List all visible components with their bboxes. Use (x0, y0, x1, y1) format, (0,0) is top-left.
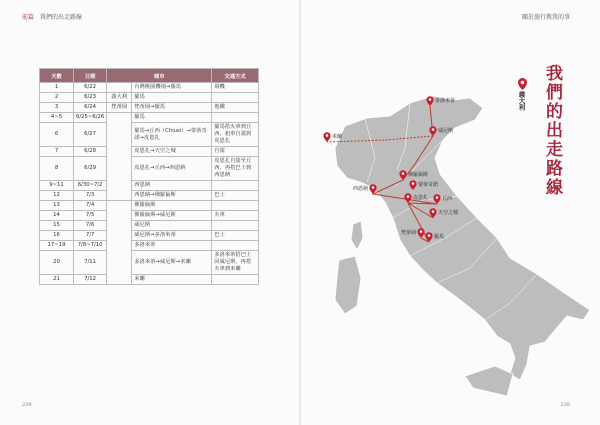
cell-date: 6/25~6/26 (74, 113, 107, 123)
map-title: 我們的出走路線 (542, 64, 562, 197)
cell-route: 西恩納 (132, 181, 212, 191)
pin-dot (407, 195, 410, 198)
cell-day: 8 (40, 157, 74, 181)
table-row (40, 181, 259, 191)
header-city: 城市 (107, 69, 212, 83)
cell-route: 威尼斯→多洛米蒂 (132, 231, 212, 241)
pin-dot (429, 98, 432, 101)
table-row (40, 201, 259, 211)
cell-date: 6/23 (74, 93, 107, 103)
city-label: 梵蒂岡 (400, 230, 416, 236)
cell-transport (212, 93, 259, 103)
cell-route: 佛羅倫斯→威尼斯 (132, 211, 212, 221)
cell-day: 17~19 (40, 241, 74, 251)
cell-transport (212, 241, 259, 251)
cell-day: 7 (40, 147, 74, 157)
cell-date: 6/28 (74, 147, 107, 157)
city-label: 西恩納 (352, 186, 368, 192)
city-label: 丘西 (442, 196, 453, 202)
cell-route: 皮恩扎→天空之城 (132, 147, 212, 157)
italy-map (305, 78, 595, 410)
cell-route: 威尼斯 (132, 221, 212, 231)
header-date: 日期 (74, 69, 107, 83)
table-row (40, 103, 259, 113)
cell-date: 7/3 (74, 191, 107, 201)
italy-mainland (335, 96, 590, 380)
sardinia (335, 256, 361, 314)
cell-day: 13 (40, 201, 74, 211)
cell-day: 4~5 (40, 113, 74, 123)
cell-transport (212, 113, 259, 123)
cell-date: 6/30~7/2 (74, 181, 107, 191)
pin-dot (412, 182, 415, 185)
cell-transport: 火車 (212, 211, 259, 221)
pin-dot (428, 234, 431, 237)
table-row (40, 157, 259, 181)
section-label: 前篇 (22, 14, 35, 21)
cell-country (107, 113, 132, 201)
city-label: 蒙蒂奇諾 (418, 182, 439, 188)
map-pin-icon (323, 132, 330, 142)
cell-country: 義大利 (107, 93, 132, 103)
cell-transport (212, 201, 259, 211)
cell-transport: 多洛米蒂搭巴士回威尼斯，再搭火車到米蘭 (212, 251, 259, 275)
table-row (40, 251, 259, 275)
table-row (40, 221, 259, 231)
header-transport: 交通方式 (212, 69, 259, 83)
city-label: 米蘭 (332, 134, 343, 140)
cell-route: 皮恩扎→丘西→西恩納 (132, 157, 212, 181)
cell-day: 3 (40, 103, 74, 113)
cell-day: 20 (40, 251, 74, 275)
city-label: 威尼斯 (438, 128, 454, 134)
cell-day: 12 (40, 191, 74, 201)
left-header (22, 12, 82, 21)
cell-transport: 飛機 (212, 83, 259, 93)
city-label: 天空之城 (438, 210, 459, 216)
table-row (40, 83, 259, 93)
cell-route: 米蘭 (132, 275, 212, 285)
city-label: 皮恩扎 (413, 195, 429, 201)
pin-dot (420, 230, 423, 233)
cell-date: 7/5 (74, 211, 107, 221)
cell-route: 台灣桃園機場→羅馬 (132, 83, 212, 93)
book-gutter (299, 0, 301, 425)
cell-date: 6/24 (74, 103, 107, 113)
city-label: 多洛米蒂 (435, 98, 456, 104)
chapter-title: 我們的出走路線 (40, 14, 83, 21)
cell-country (107, 201, 132, 285)
cell-transport: 自駕 (212, 147, 259, 157)
cell-transport (212, 181, 259, 191)
city-label: 佛羅倫斯 (408, 172, 429, 178)
table-row (40, 147, 259, 157)
pin-dot (402, 172, 405, 175)
cell-date: 6/29 (74, 157, 107, 181)
cell-day: 2 (40, 93, 74, 103)
cell-transport: 地鐵 (212, 103, 259, 113)
cell-country (107, 83, 132, 93)
cell-transport: 巴士 (212, 231, 259, 241)
cell-day: 21 (40, 275, 74, 285)
table-row (40, 241, 259, 251)
cell-day: 1 (40, 83, 74, 93)
cell-day: 9~11 (40, 181, 74, 191)
cell-date: 7/6 (74, 221, 107, 231)
cell-transport: 皮恩扎自駕至丘西，再搭巴士到西恩納 (212, 157, 259, 181)
cell-transport (212, 275, 259, 285)
pin-dot (432, 128, 435, 131)
pin-dot (436, 196, 439, 199)
itinerary-table (39, 68, 259, 285)
cell-route: 羅馬 (132, 93, 212, 103)
cell-date: 7/11 (74, 251, 107, 275)
cell-day: 15 (40, 221, 74, 231)
table-row (40, 211, 259, 221)
cell-route: 羅馬→丘西（Chiusi）→蒙蒂奇諾→皮恩扎 (132, 123, 212, 147)
cell-transport: 巴士 (212, 191, 259, 201)
left-page-number: 239 (22, 402, 32, 408)
cell-route: 佛羅倫斯 (132, 201, 212, 211)
right-header: 關於旅行教我的事 (521, 14, 570, 21)
cell-day: 14 (40, 211, 74, 221)
cell-date: 7/8~7/10 (74, 241, 107, 251)
right-page-number: 238 (560, 402, 570, 408)
cell-date: 7/12 (74, 275, 107, 285)
corsica (351, 221, 363, 250)
cell-route: 多洛米蒂→威尼斯→米蘭 (132, 251, 212, 275)
cell-route: 梵蒂岡→羅馬 (132, 103, 212, 113)
cell-date: 7/7 (74, 231, 107, 241)
cell-route: 羅馬 (132, 113, 212, 123)
cell-day: 6 (40, 123, 74, 147)
sicily (465, 366, 513, 396)
cell-transport: 羅馬搭火車到丘西，租車自駕到皮恩扎 (212, 123, 259, 147)
country-label: 義大利 (517, 91, 526, 111)
cell-transport (212, 221, 259, 231)
cell-day: 16 (40, 231, 74, 241)
table-row (40, 93, 259, 103)
cell-date: 6/22 (74, 83, 107, 93)
table-row (40, 231, 259, 241)
pin-dot (326, 134, 329, 137)
table-row (40, 275, 259, 285)
cell-date: 6/27 (74, 123, 107, 147)
cell-date: 7/4 (74, 201, 107, 211)
city-marker (353, 184, 377, 194)
table-header-row (40, 69, 259, 83)
cell-route: 多洛米蒂 (132, 241, 212, 251)
cell-country: 梵蒂岡 (107, 103, 132, 113)
table-row (40, 113, 259, 123)
table-row (40, 123, 259, 147)
pin-dot (432, 210, 435, 213)
pin-dot (372, 186, 375, 189)
cell-route: 西恩納→佛羅倫斯 (132, 191, 212, 201)
header-day: 天數 (40, 69, 74, 83)
table-row (40, 191, 259, 201)
city-label: 羅馬 (434, 234, 445, 240)
